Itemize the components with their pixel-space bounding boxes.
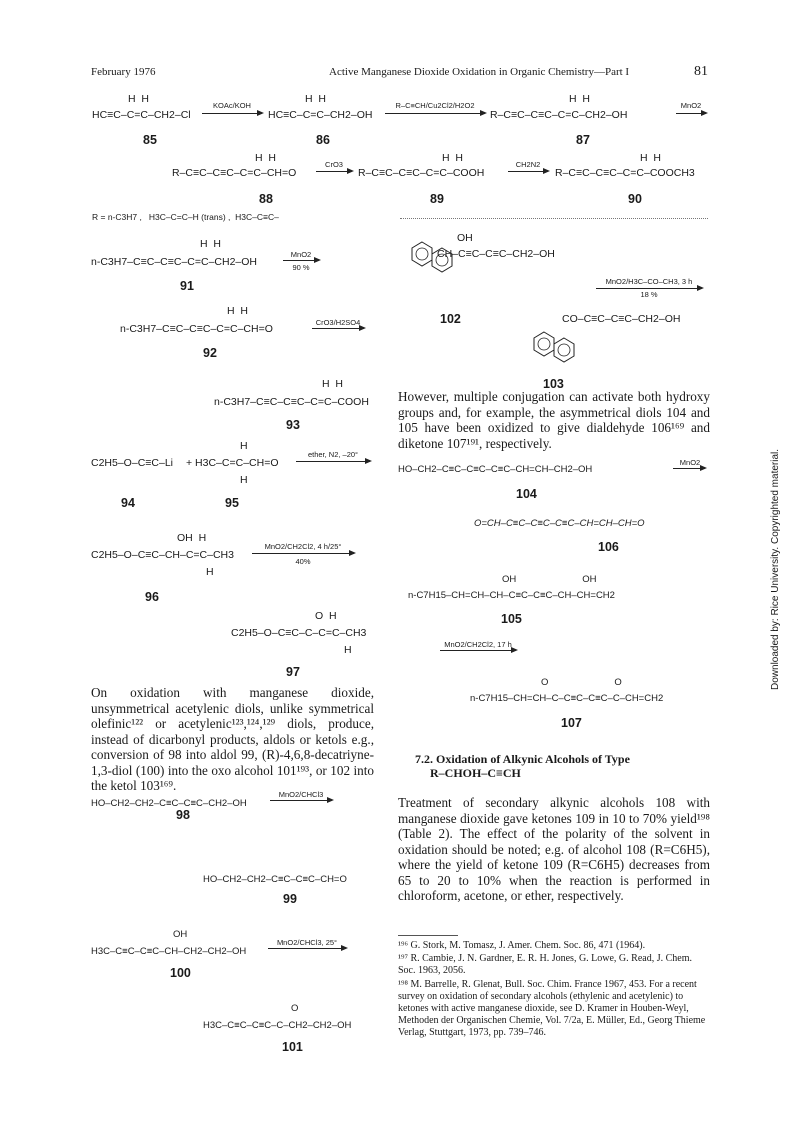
reagent-98: MnO2/CHCl3 — [278, 790, 324, 799]
compound-86-h-labels: H H — [305, 93, 326, 105]
compound-105-formula: n-C7H15–CH=CH–CH–C≡C–C≡C–CH–CH=CH2 — [408, 590, 615, 601]
compound-95-formula: + H3C–C=C–CH=O — [186, 457, 279, 469]
compound-88-formula: R–C≡C–C≡C–C=C–CH=O — [172, 167, 297, 179]
compound-89-label: 89 — [430, 192, 444, 206]
compound-85-h-labels: H H — [128, 93, 149, 105]
compound-87-formula: R–C≡C–C≡C–C=C–CH2–OH — [490, 109, 628, 121]
compound-103-label: 103 — [543, 377, 564, 391]
compound-87-h-labels: H H — [569, 93, 590, 105]
section-formula: R–CHOH–C≡CH — [430, 766, 521, 780]
footnote-196: ¹⁹⁶ G. Stork, M. Tomasz, J. Amer. Chem. Soc. 86, 471 (1964). — [398, 940, 646, 951]
compound-94-label: 94 — [121, 496, 135, 510]
section-title: 7.2. Oxidation of Alkynic Alcohols of Type — [415, 752, 630, 766]
compound-95-label: 95 — [225, 496, 239, 510]
compound-97-h-bottom: H — [344, 644, 352, 656]
arrow-104-106 — [673, 468, 705, 469]
compound-98-formula: HO–CH2–CH2–C≡C–C≡C–CH2–OH — [91, 798, 247, 809]
compound-94-formula: C2H5–O–C≡C–Li — [91, 457, 173, 469]
compound-92-formula: n-C3H7–C≡C–C≡C–C=C–CH=O — [120, 323, 273, 335]
compound-85-label: 85 — [143, 133, 157, 147]
arrow-91-92 — [283, 260, 319, 261]
compound-106-formula: O=CH–C≡C–C≡C–C≡C–CH=CH–CH=O — [474, 518, 645, 529]
compound-107-o: O O — [541, 677, 622, 688]
compound-89-h-labels: H H — [442, 152, 463, 164]
compound-93-formula: n-C3H7–C≡C–C≡C–C=C–COOH — [214, 396, 369, 408]
reagent-91-yield: 90 % — [292, 263, 310, 272]
compound-99-label: 99 — [283, 892, 297, 906]
compound-91-formula: n-C3H7–C≡C–C≡C–C=C–CH2–OH — [91, 256, 258, 268]
footnote-198: ¹⁹⁸ M. Barrelle, R. Glenat, Bull. Soc. Chim. France 1967, 453. For a recent survey on oxidation of secondary alcohols (ethylenic and acetylenic) to ketones with active manganese dioxide, see D. Kramer in Houben-Weyl, Methoden der Organischen Chemie, Vol. 7/2a, E. Müller, Ed., Georg Thieme Verlag, Stuttgart, 1973, pp. 739–746. — [398, 979, 706, 1038]
arrow-88-89 — [316, 171, 352, 172]
compound-95-h-bottom: H — [240, 474, 248, 486]
compound-107-formula: n-C7H15–CH=CH–C–C≡C–C≡C–C–CH=CH2 — [470, 693, 664, 704]
compound-102-oh: OH — [457, 232, 473, 244]
compound-90-label: 90 — [628, 192, 642, 206]
compound-102-formula: CH–C≡C–C≡C–CH2–OH — [437, 248, 555, 260]
paragraph-right-1: However, multiple conjugation can activate both hydroxy groups and, for example, the asymmetrical diols 104 and 105 have been oxidized to give dialdehyde 106¹⁶⁹ and diketone 107¹⁹¹, respectively. — [398, 389, 710, 451]
reagent-105: MnO2/CH2Cl2, 17 h — [444, 640, 512, 649]
compound-91-h-labels: H H — [200, 238, 221, 250]
arrow-87-88 — [676, 113, 706, 114]
compound-97-formula: C2H5–O–C≡C–C–C=C–CH3 — [231, 627, 367, 639]
compound-87-label: 87 — [576, 133, 590, 147]
reagent-102-yield: 18 % — [640, 290, 658, 299]
compound-93-h-labels: H H — [322, 378, 343, 390]
compound-91-label: 91 — [180, 279, 194, 293]
compound-103-formula: CO–C≡C–C≡C–CH2–OH — [562, 313, 681, 325]
header-title: Active Manganese Dioxide Oxidation in Organic Chemistry—Part I — [329, 66, 630, 78]
reagent-104: MnO2 — [679, 458, 701, 467]
compound-96-formula: C2H5–O–C≡C–CH–C=C–CH3 — [91, 549, 234, 561]
reagent-100: MnO2/CHCl3, 25° — [276, 938, 338, 947]
compound-90-formula: R–C≡C–C≡C–C=C–COOCH3 — [555, 167, 695, 179]
download-watermark: Downloaded by: Rice University. Copyrighted material. — [770, 448, 781, 690]
compound-102-label: 102 — [440, 312, 461, 326]
compound-86-formula: HC≡C–C=C–CH2–OH — [268, 109, 373, 121]
footnote-rule — [398, 935, 458, 936]
compound-88-h-labels: H H — [255, 152, 276, 164]
compound-90-h-labels: H H — [640, 152, 661, 164]
compound-107-label: 107 — [561, 716, 582, 730]
arrow-96-97 — [252, 553, 354, 554]
compound-101-label: 101 — [282, 1040, 303, 1054]
compound-100-formula: H3C–C≡C–C≡C–CH–CH2–CH2–OH — [91, 946, 247, 957]
arrow-89-90 — [508, 171, 548, 172]
compound-93-label: 93 — [286, 418, 300, 432]
compound-97-label: 97 — [286, 665, 300, 679]
arrow-98-99 — [270, 800, 332, 801]
compound-98-label: 98 — [176, 808, 190, 822]
compound-92-h-labels: H H — [227, 305, 248, 317]
reagent-92: CrO3/H2SO4 — [315, 318, 361, 327]
compound-104-label: 104 — [516, 487, 537, 501]
reagent-96: MnO2/CH2Cl2, 4 h/25° — [264, 542, 342, 551]
naphthalene-103-icon — [532, 330, 580, 370]
reagent-88: CrO3 — [325, 160, 343, 169]
reagent-86: R–C≡CH/Cu2Cl2/H2O2 — [395, 101, 475, 110]
compound-86-label: 86 — [316, 133, 330, 147]
compound-101-formula: H3C–C≡C–C≡C–C–CH2–CH2–OH — [203, 1020, 352, 1031]
header-date: February 1976 — [91, 66, 156, 78]
compound-95-h-top: H — [240, 440, 248, 452]
compound-92-label: 92 — [203, 346, 217, 360]
reagent-87: MnO2 — [680, 101, 702, 110]
compound-96-oh-h: OH H — [177, 532, 207, 544]
arrow-102-103 — [596, 288, 702, 289]
compound-101-o: O — [291, 1003, 299, 1014]
reagent-94-95: ether, N2, –20° — [307, 450, 359, 459]
compound-89-formula: R–C≡C–C≡C–C=C–COOH — [358, 167, 485, 179]
compound-106-label: 106 — [598, 540, 619, 554]
compound-96-h-bottom: H — [206, 566, 214, 578]
compound-88-label: 88 — [259, 192, 273, 206]
reagent-91: MnO2 — [290, 250, 312, 259]
paragraph-left: On oxidation with manganese dioxide, unsymmetrical acetylenic diols, unlike symmetrical olefinic¹²² or acetylenic¹²³,¹²⁴,¹²⁹ diols, produce, instead of dicarbonyl products, aldols or ketols e.g., conversion of 98 into aldol 99, (R)-4,6,8-decatriyne-1,3-diol (100) into the oxo alcohol 101¹⁹³, or 102 into the ketol 103¹⁶⁹. — [91, 685, 374, 793]
paragraph-right-2: Treatment of secondary alkynic alcohols 108 with manganese dioxide gave ketones 109 in 10 to 70% yield¹⁹⁸ (Table 2). The effect of the polarity of the solvent in oxidation should be noted; e.g. of alcohol 108 (R=C6H5), where the yield of ketone 109 (R=C6H5) decreases from 65 to 20 to 10% when the reaction is performed in chloroform, acetone, or ether, respectively. — [398, 795, 710, 903]
reagent-102: MnO2/H3C–CO–CH3, 3 h — [605, 277, 693, 286]
footnote-197: ¹⁹⁷ R. Cambie, J. N. Gardner, E. R. H. Jones, G. Lowe, G. Read, J. Chem. Soc. 1963, 2056. — [398, 953, 692, 976]
reagent-96-yield: 40% — [295, 557, 311, 566]
compound-105-label: 105 — [501, 612, 522, 626]
reagent-89: CH2N2 — [515, 160, 541, 169]
compound-96-label: 96 — [145, 590, 159, 604]
arrow-105-107 — [440, 650, 516, 651]
reagent-85: KOAc/KOH — [213, 101, 251, 110]
naphthalene-102-icon — [410, 240, 458, 280]
scheme-divider — [400, 218, 708, 219]
arrow-100-101 — [268, 948, 346, 949]
arrow-92-93 — [312, 328, 364, 329]
compound-105-oh: OH OH — [502, 574, 597, 585]
compound-100-label: 100 — [170, 966, 191, 980]
compound-85-formula: HC≡C–C=C–CH2–Cl — [92, 109, 191, 121]
compound-97-o-h: O H — [315, 610, 337, 622]
compound-100-oh: OH — [173, 929, 188, 940]
compound-104-formula: HO–CH2–C≡C–C≡C–C≡C–CH=CH–CH2–OH — [398, 464, 593, 475]
arrow-85-86 — [202, 113, 262, 114]
arrow-86-87 — [385, 113, 485, 114]
compound-99-formula: HO–CH2–CH2–C≡C–C≡C–CH=O — [203, 874, 347, 885]
r-group-definition: R = n-C3H7 , H3C–C=C–H (trans) , H3C–C≡C– — [92, 212, 279, 222]
arrow-95-96 — [296, 461, 370, 462]
page-number: 81 — [694, 64, 708, 79]
